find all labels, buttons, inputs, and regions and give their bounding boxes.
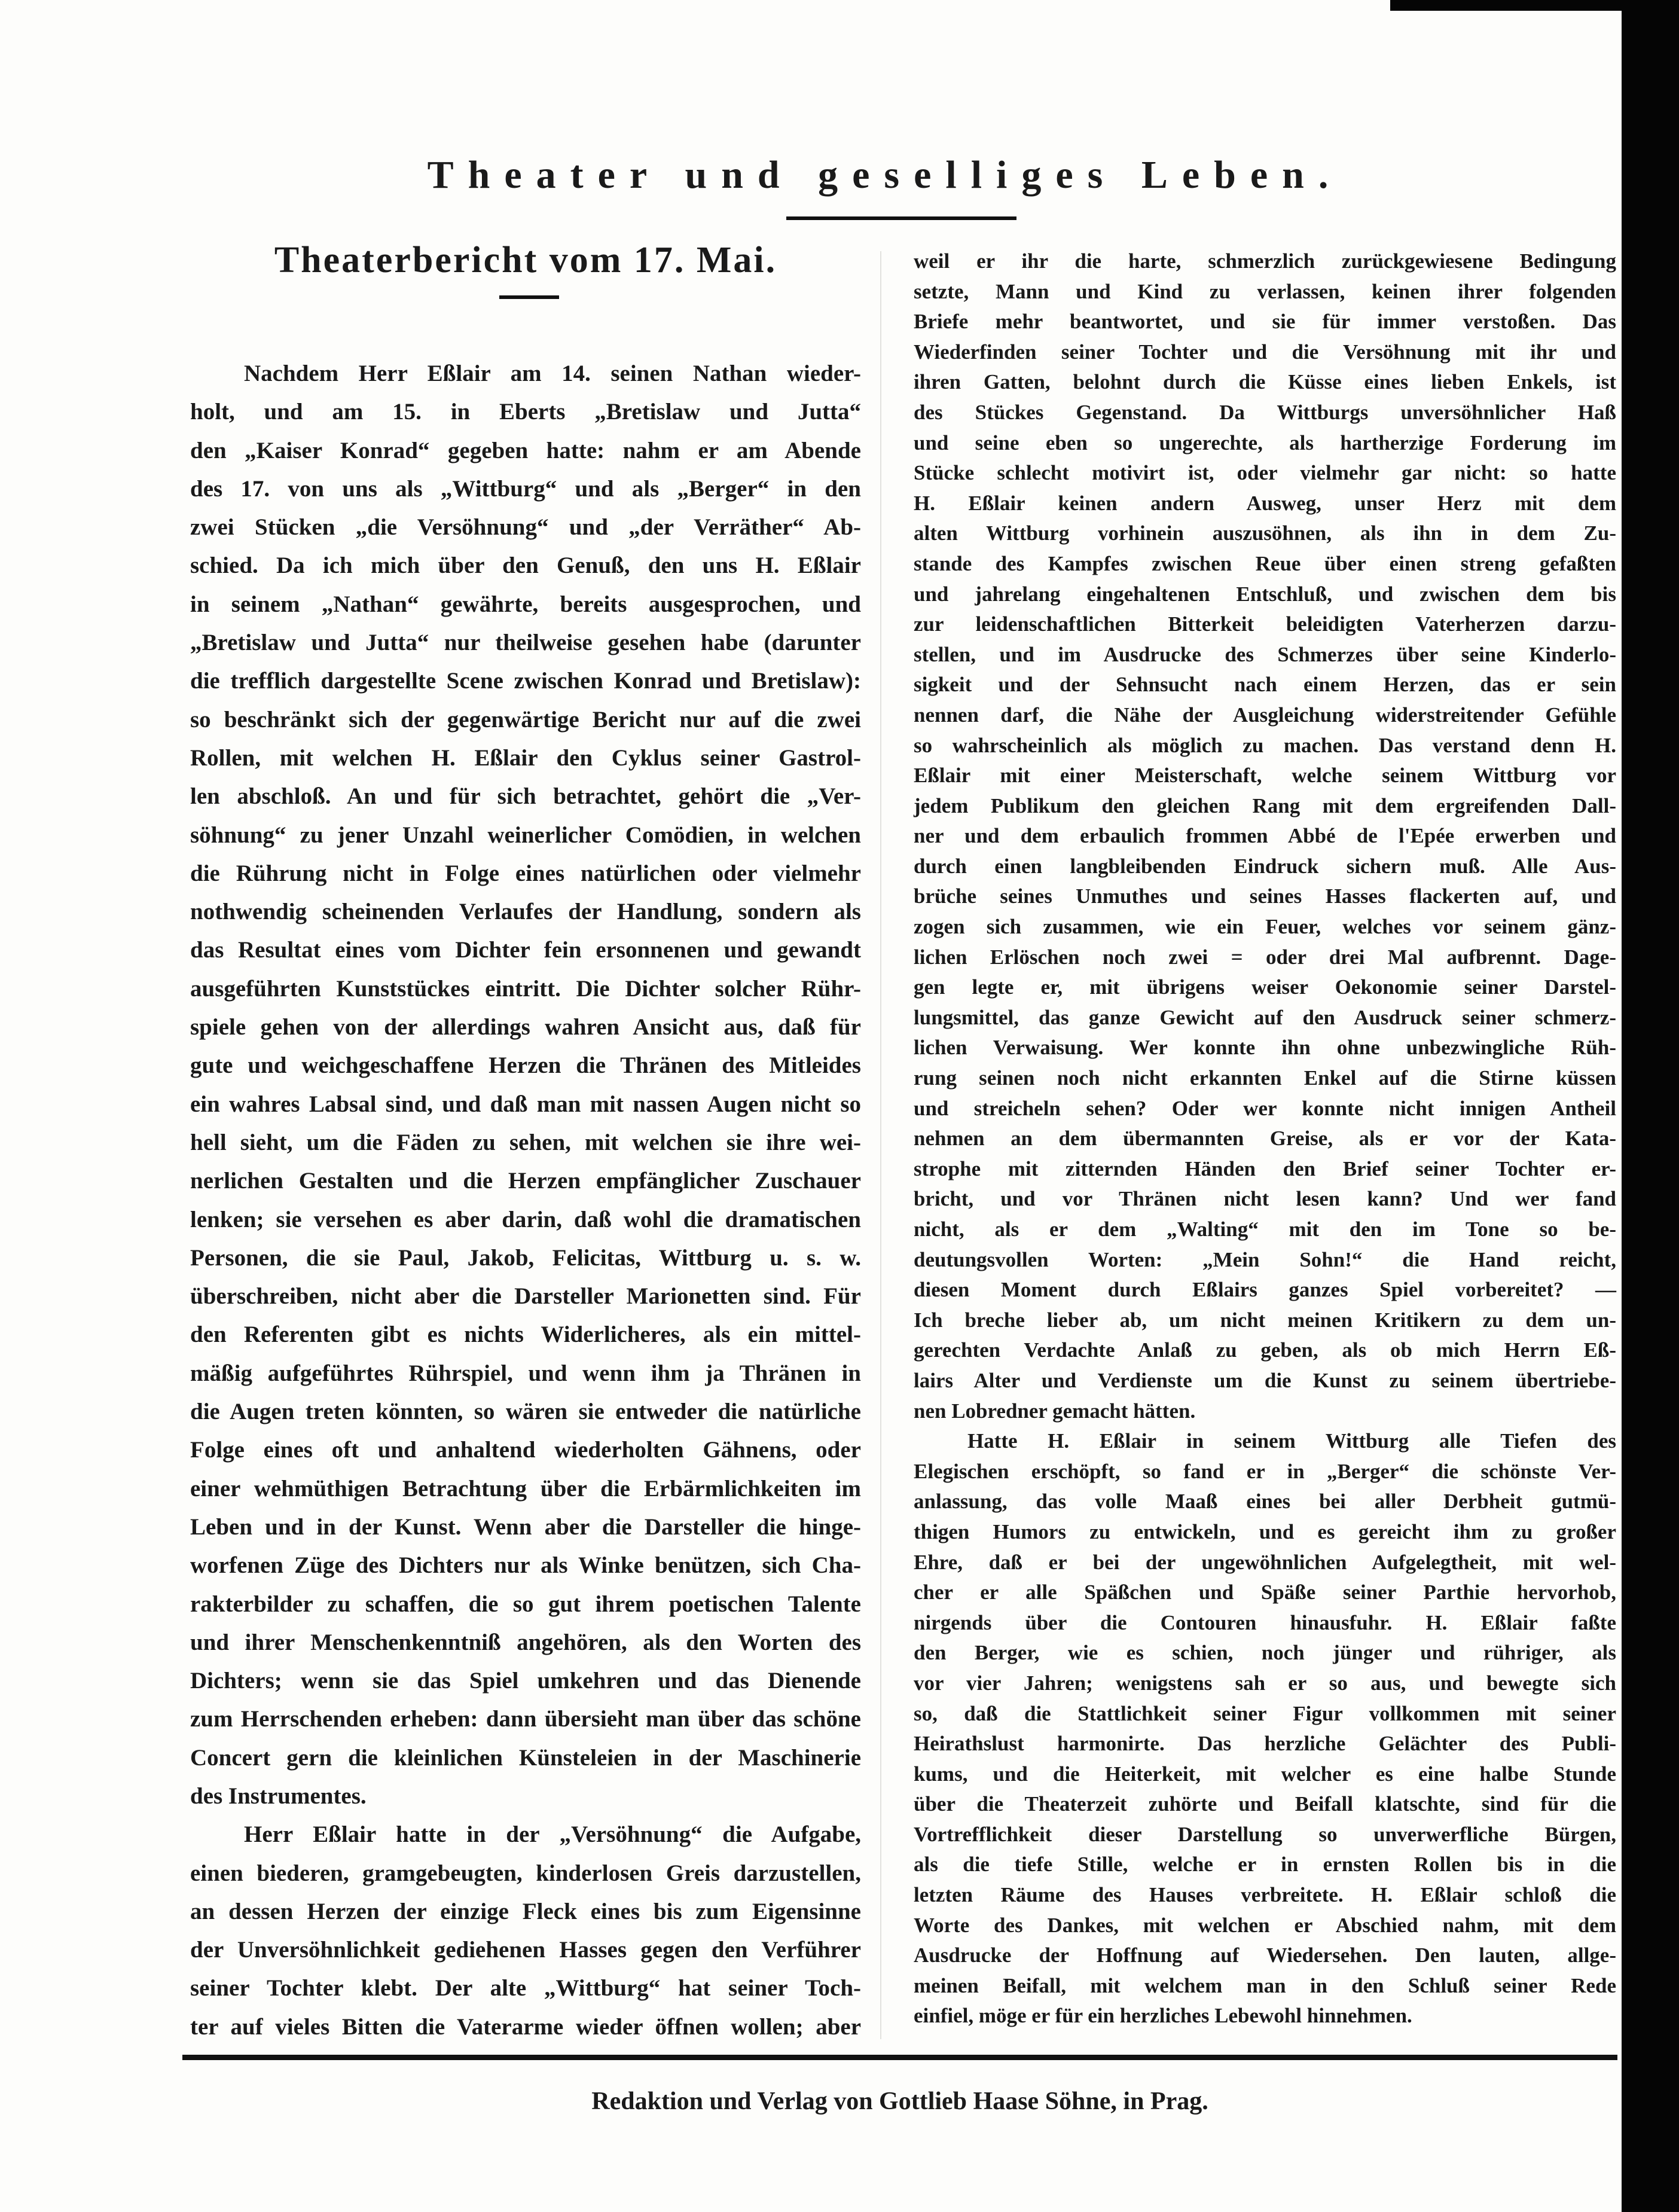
text-line: die Rührung nicht in Folge eines natürlichen oder vielmehr	[190, 860, 861, 886]
text-line: gute und weichgeschaffene Herzen die Thränen des Mitleides	[190, 1052, 861, 1079]
right-column	[914, 246, 1616, 2031]
text-line: ner und dem erbaulich frommen Abbé de l'Epée erwerben und	[914, 824, 1616, 848]
text-line: nicht, als er dem „Walting“ mit den im Tone so be-	[914, 1218, 1616, 1241]
text-line: in seinem „Nathan“ gewährte, bereits ausgesprochen, und	[190, 591, 861, 617]
paragraph	[190, 355, 861, 1816]
paragraph	[190, 1816, 861, 2046]
text-line: lungsmittel, das ganze Gewicht auf den Ausdruck seiner schmerz-	[914, 1005, 1616, 1029]
text-line: durch einen langbleibenden Eindruck sichern muß. Alle Aus-	[914, 854, 1616, 878]
text-line: das Resultat eines vom Dichter fein ersonnenen und gewandt	[190, 937, 861, 963]
text-line: ausgeführten Kunststückes eintritt. Die Dichter solcher Rühr-	[190, 975, 861, 1002]
article-title: Theaterbericht vom 17. Mai.	[274, 240, 777, 280]
text-line: lenken; sie versehen es aber darin, daß wohl die dramatischen	[190, 1206, 861, 1232]
text-line: letzten Räume des Hauses verbreitete. H. Eßlair schloß die	[914, 1883, 1616, 1907]
text-line: gerechten Verdachte Anlaß zu geben, als ob mich Herrn Eß-	[914, 1338, 1616, 1362]
text-line: kums, und die Heiterkeit, mit welcher es eine halbe Stunde	[914, 1762, 1616, 1786]
text-line: die Augen treten könnten, so wären sie entweder die natürliche	[190, 1399, 861, 1425]
text-line: und jahrelang eingehaltenen Entschluß, und zwischen dem bis	[914, 582, 1616, 606]
text-line: mäßig aufgeführtes Rührspiel, und wenn ihm ja Thränen in	[190, 1360, 861, 1386]
text-line: Herr Eßlair hatte in der „Versöhnung“ die Aufgabe,	[244, 1822, 861, 1848]
text-line: ihren Gatten, belohnt durch die Küsse eines lieben Enkels, ist	[914, 370, 1616, 394]
section-header: Theater und geselliges Leben.	[427, 153, 1343, 197]
text-line: Ich breche lieber ab, um nicht meinen Kritikern zu dem un-	[914, 1308, 1616, 1332]
paragraph	[914, 1426, 1616, 2031]
text-line: stellen, und im Ausdrucke des Schmerzes über seine Kinderlo-	[914, 642, 1616, 666]
scan-edge-top	[1390, 0, 1679, 11]
text-line: worfenen Züge des Dichters nur als Winke benützen, sich Cha-	[190, 1552, 861, 1579]
text-line: sigkeit und der Sehnsucht nach einem Herzen, das er sein	[914, 673, 1616, 697]
text-line: vor vier Jahren; wenigstens sah er so aus, und bewegte sich	[914, 1671, 1616, 1695]
text-line: den Referenten gibt es nichts Widerlicheres, als ein mittel-	[190, 1322, 861, 1348]
text-line: brüche seines Unmuthes und seines Hasses flackerten auf, und	[914, 884, 1616, 908]
text-line: Personen, die sie Paul, Jakob, Felicitas, Wittburg u. s. w.	[190, 1244, 861, 1271]
text-line: als die tiefe Stille, welche er in ernsten Rollen bis in die	[914, 1853, 1616, 1877]
text-line: der Unversöhnlichkeit gediehenen Hasses gegen den Verführer	[190, 1937, 861, 1963]
text-line: einen biederen, gramgebeugten, kinderlosen Greis darzustellen,	[190, 1860, 861, 1886]
text-line: thigen Humors zu entwickeln, und es gereicht ihm zu großer	[914, 1520, 1616, 1543]
left-column	[190, 355, 861, 2046]
text-line: Vortrefflichkeit dieser Darstellung so unverwerfliche Bürgen,	[914, 1822, 1616, 1846]
text-line: Ausdrucke der Hoffnung auf Wiedersehen. Den lauten, allge-	[914, 1943, 1616, 1967]
text-line: Nachdem Herr Eßlair am 14. seinen Nathan wieder-	[244, 361, 861, 386]
text-line: die trefflich dargestellte Scene zwischen Konrad und Bretislaw):	[190, 668, 861, 694]
text-line: den „Kaiser Konrad“ gegeben hatte: nahm er am Abende	[190, 437, 861, 463]
text-line: so, daß die Stattlichkeit seiner Figur vollkommen mit seiner	[914, 1701, 1616, 1725]
text-line: ein wahres Labsal sind, und daß man mit nassen Augen nicht so	[190, 1091, 861, 1117]
text-line: des 17. von uns als „Wittburg“ und als „Berger“ in den	[190, 475, 861, 502]
text-line: anlassung, das volle Maaß eines bei aller Derbheit gutmü-	[914, 1490, 1616, 1514]
title-divider	[499, 295, 559, 299]
text-line: nennen darf, die Nähe der Ausgleichung widerstreitender Gefühle	[914, 703, 1616, 727]
text-line: und streicheln sehen? Oder wer konnte nicht innigen Antheil	[914, 1096, 1616, 1120]
text-line: weil er ihr die harte, schmerzlich zurückgewiesene Bedingung	[914, 249, 1616, 273]
text-line: söhnung“ zu jener Unzahl weinerlicher Comödien, in welchen	[190, 822, 861, 848]
text-line: einfiel, möge er für ein herzliches Lebewohl hinnehmen.	[914, 2004, 1412, 2028]
text-line: deutungsvollen Worten: „Mein Sohn!“ die Hand reicht,	[914, 1247, 1616, 1271]
text-line: des Instrumentes.	[190, 1783, 367, 1809]
footer-rule	[182, 2055, 1617, 2060]
text-line: Rollen, mit welchen H. Eßlair den Cyklus seiner Gastrol-	[190, 745, 861, 771]
text-line: Elegischen erschöpft, so fand er in „Berger“ die schönste Ver-	[914, 1459, 1616, 1483]
text-line: über die Theaterzeit zuhörte und Beifall klatschte, sind für die	[914, 1792, 1616, 1816]
text-line: cher er alle Späßchen und Späße seiner Parthie hervorhob,	[914, 1581, 1616, 1604]
text-line: rung seinen noch nicht erkannten Enkel auf die Stirne küssen	[914, 1066, 1616, 1090]
text-line: so wahrscheinlich als möglich zu machen. Das verstand denn H.	[914, 733, 1616, 757]
text-line: den Berger, wie es schien, noch jünger und rühriger, als	[914, 1641, 1616, 1665]
text-line: nerlichen Gestalten und die Herzen empfänglicher Zuschauer	[190, 1168, 861, 1194]
text-line: Folge eines oft und anhaltend wiederholten Gähnens, oder	[190, 1437, 861, 1463]
text-line: jedem Publikum den gleichen Rang mit dem ergreifenden Dall-	[914, 794, 1616, 817]
text-line: Stücke schlecht motivirt ist, oder vielmehr gar nicht: so hatte	[914, 461, 1616, 485]
text-line: bricht, und vor Thränen nicht lesen kann? Und wer fand	[914, 1187, 1616, 1211]
paragraph	[914, 246, 1616, 1426]
text-line: lichen Erlöschen noch zwei = oder drei Mal aufbrennt. Dage-	[914, 945, 1616, 969]
text-line: meinen Beifall, mit welchem man in den Schluß seiner Rede	[914, 1973, 1616, 1997]
text-line: und ihrer Menschenkenntniß angehören, als den Worten des	[190, 1629, 861, 1655]
text-line: Hatte H. Eßlair in seinem Wittburg alle Tiefen des	[967, 1429, 1616, 1453]
text-line: Dichters; wenn sie das Spiel umkehren und das Dienende	[190, 1668, 861, 1694]
text-line: H. Eßlair keinen andern Ausweg, unser Herz mit dem	[914, 491, 1616, 515]
text-line: des Stückes Gegenstand. Da Wittburgs unversöhnlicher Haß	[914, 400, 1616, 424]
text-line: strophe mit zitternden Händen den Brief seiner Tochter er-	[914, 1157, 1616, 1180]
text-line: Heirathslust harmonirte. Das herzliche Gelächter des Publi-	[914, 1732, 1616, 1756]
text-line: an dessen Herzen der einzige Fleck eines bis zum Eigensinne	[190, 1898, 861, 1924]
text-line: schied. Da ich mich über den Genuß, den uns H. Eßlair	[190, 553, 861, 579]
text-line: Worte des Dankes, mit welchen er Abschied nahm, mit dem	[914, 1913, 1616, 1937]
text-line: Leben und in der Kunst. Wenn aber die Darsteller die hinge-	[190, 1514, 861, 1540]
text-line: hell sieht, um die Fäden zu sehen, mit welchen sie ihre wei-	[190, 1129, 861, 1155]
text-line: Wiederfinden seiner Tochter und die Versöhnung mit ihr und	[914, 340, 1616, 364]
text-line: so beschränkt sich der gegenwärtige Bericht nur auf die zwei	[190, 706, 861, 733]
text-line: zogen sich zusammen, wie ein Feuer, welches vor seinem gänz-	[914, 915, 1616, 939]
text-line: len abschloß. An und für sich betrachtet, gehört die „Ver-	[190, 783, 861, 810]
text-line: lichen Verwaisung. Wer konnte ihn ohne unbezwingliche Rüh-	[914, 1036, 1616, 1060]
text-line: gen legte er, mit übrigens weiser Oekonomie seiner Darstel-	[914, 975, 1616, 999]
text-line: Concert gern die kleinlichen Künsteleien in der Maschinerie	[190, 1744, 861, 1771]
text-line: nothwendig scheinenden Verlaufes der Handlung, sondern als	[190, 899, 861, 925]
text-line: Ehre, daß er bei der ungewöhnlichen Aufgelegtheit, mit wel-	[914, 1550, 1616, 1574]
text-line: „Bretislaw und Jutta“ nur theilweise gesehen habe (darunter	[190, 630, 861, 656]
publisher-footer: Redaktion und Verlag von Gottlieb Haase Söhne, in Prag.	[591, 2088, 1208, 2115]
text-line: ter auf vieles Bitten die Vaterarme wieder öffnen wollen; aber	[190, 2013, 861, 2040]
text-line: nehmen an dem übermannten Greise, als er vor der Kata-	[914, 1127, 1616, 1151]
header-divider	[786, 216, 1016, 220]
scan-edge-right	[1622, 0, 1679, 2212]
text-line: diesen Moment durch Eßlairs ganzes Spiel vorbereitet? —	[914, 1278, 1616, 1302]
text-line: zum Herrschenden erheben: dann übersieht man über das schöne	[190, 1706, 861, 1732]
text-line: einer wehmüthigen Betrachtung über die Erbärmlichkeiten im	[190, 1475, 861, 1502]
text-line: Briefe mehr beantwortet, und sie für immer verstoßen. Das	[914, 310, 1616, 334]
text-line: spiele gehen von der allerdings wahren Ansicht aus, daß für	[190, 1014, 861, 1041]
text-line: lairs Alter und Verdienste um die Kunst zu seinem übertriebe-	[914, 1368, 1616, 1392]
text-line: Eßlair mit einer Meisterschaft, welche seinem Wittburg vor	[914, 764, 1616, 788]
text-line: holt, und am 15. in Eberts „Bretislaw und Jutta“	[190, 399, 861, 425]
text-line: stande des Kampfes zwischen Reue über einen streng gefaßten	[914, 551, 1616, 575]
text-line: und seine eben so ungerechte, als hartherzige Forderung im	[914, 431, 1616, 454]
text-line: zwei Stücken „die Versöhnung“ und „der Verräther“ Ab-	[190, 514, 861, 541]
text-line: setzte, Mann und Kind zu verlassen, keinen ihrer folgenden	[914, 279, 1616, 303]
text-line: überschreiben, nicht aber die Darsteller Marionetten sind. Für	[190, 1283, 861, 1310]
text-line: nen Lobredner gemacht hätten.	[914, 1399, 1196, 1423]
text-line: seiner Tochter klebt. Der alte „Wittburg“ hat seiner Toch-	[190, 1975, 861, 2002]
text-line: rakterbilder zu schaffen, die so gut ihrem poetischen Talente	[190, 1591, 861, 1617]
column-divider	[880, 251, 881, 2039]
text-line: alten Wittburg vorhinein auszusöhnen, als ihn in dem Zu-	[914, 521, 1616, 545]
text-line: nirgends über die Contouren hinausfuhr. H. Eßlair faßte	[914, 1610, 1616, 1634]
text-line: zur leidenschaftlichen Bitterkeit beleidigten Vaterherzen darzu-	[914, 612, 1616, 636]
